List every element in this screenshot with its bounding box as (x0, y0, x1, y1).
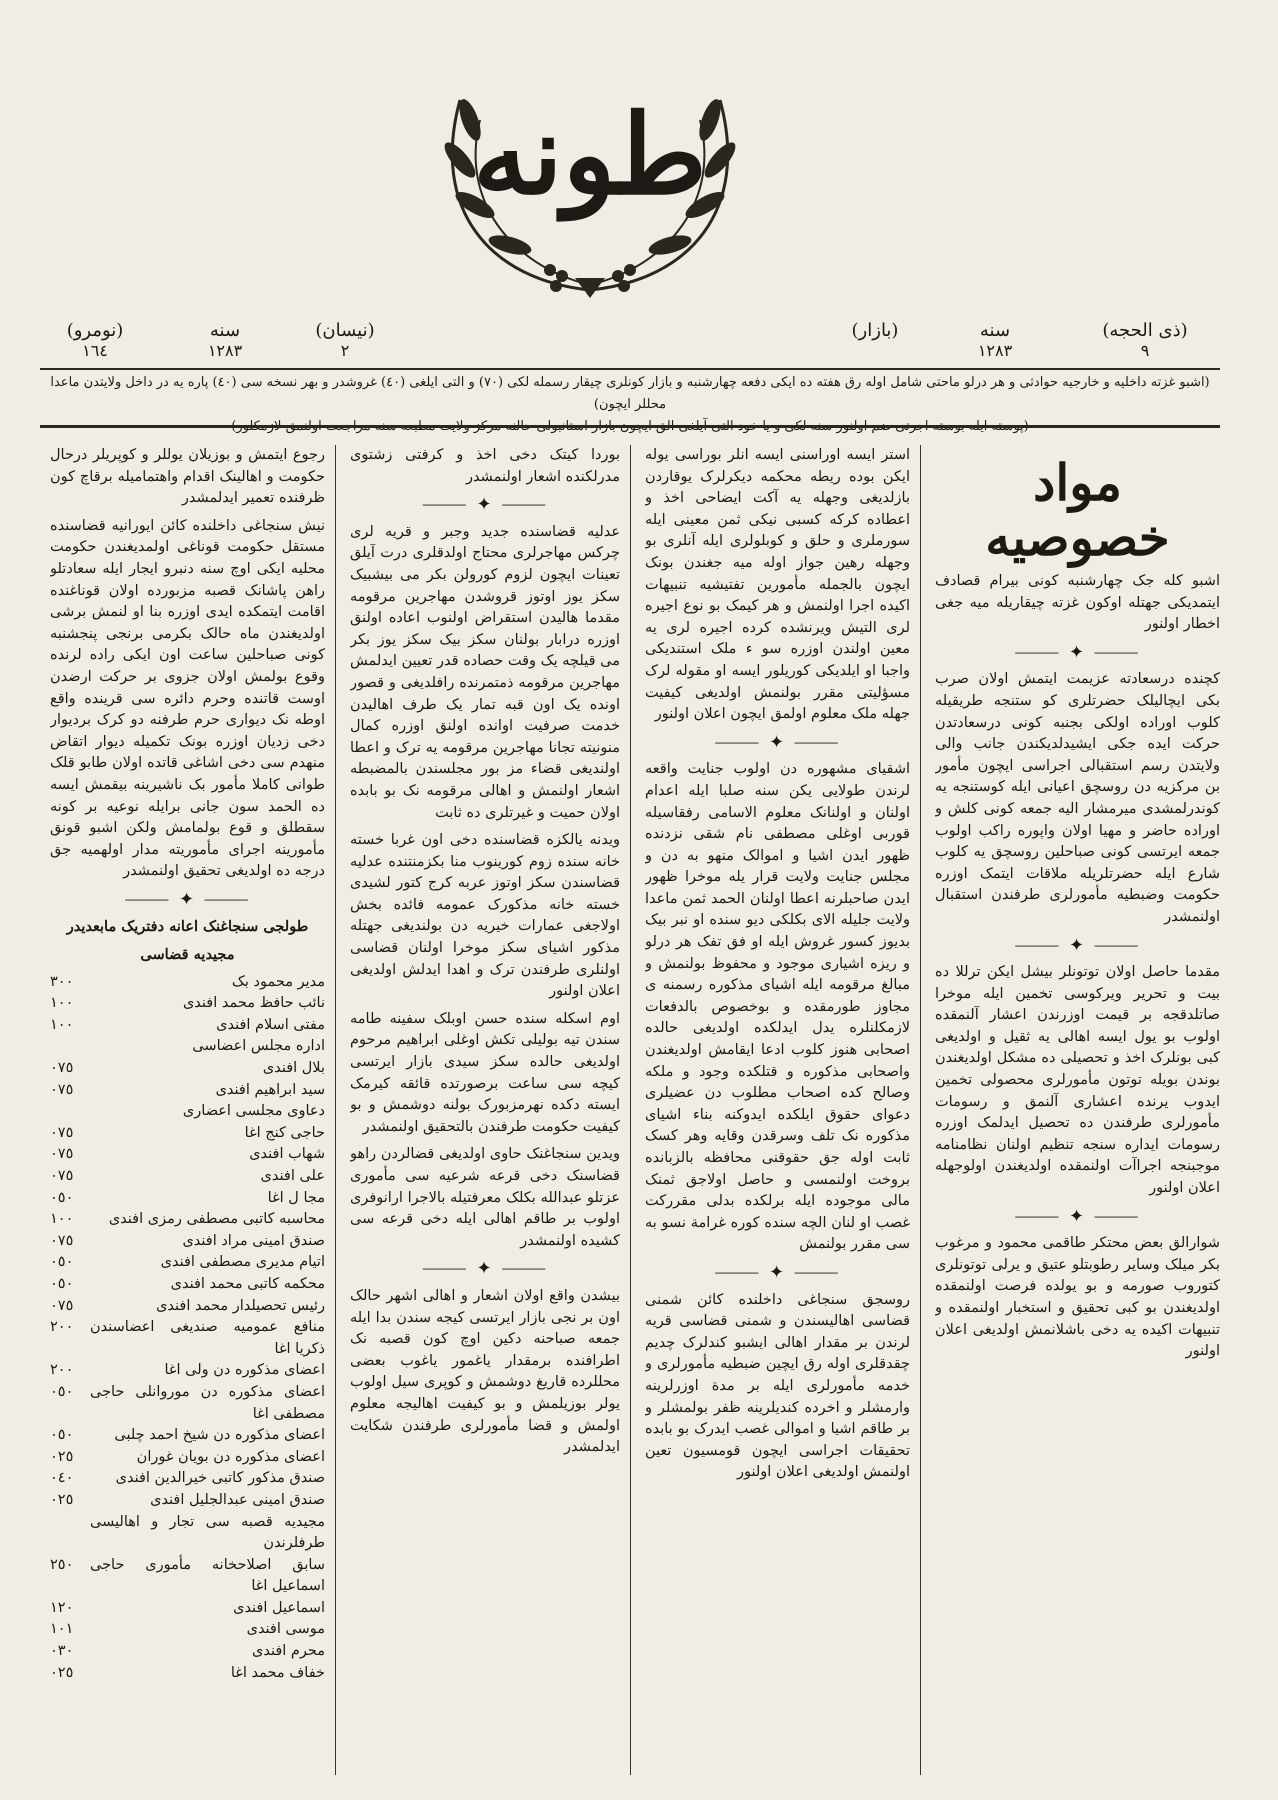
newspaper-page (40, 20, 1220, 1780)
list-item (50, 1598, 325, 1620)
divider-ornament-icon: ⸻ ✦ ⸻ (421, 1258, 549, 1280)
article-paragraph: مقدما حاصل اولان توتونلر بیشل ایکن ترللا ده بیت و تحریر ویرکوسی تخمین ایله موخرا صاتلدقجه بر قیمت اوزرندن اعشار آلنمقده اولوب بو یول ایسه اهالی یه ثقیل و اولدیغی کبی بونلرک اخذ و تحصیلی ده مشکل اولدیغندن بوندن بویله توتون مأمورلری محصولی تخمین ایدوب یرنده اعشاری آلنمق و رسومات مأمورلری طرفندن ده تحصیل ایدلمک اوزره رسومات ایداره سنجه تنظیم اولنان نظامنامه موجبنجه اجراآت اولنمقده اولدیغندن اولوجهله اعلان اولنور (935, 964, 1220, 1197)
list-item (50, 1058, 325, 1080)
header-rule-top (40, 368, 1220, 370)
subscription-notice: (اشبو غزته داخلیه و خارجیه حوادثی و هر درلو ماحتی شامل اوله رق هفته ده ایکی دفعه چهارشنبه و بازار کونلری چیقار رسمله لکی (٧٠) و التی ایلغی (٤٠) غروشدر و بهر نسخه سی (٤٠) پاره یه در داخل ولایتدن ماعدا محللر ایچون) (پوسته ایله بوسته اجرتی ضم اولنور سنه لکی و یا خود التی آیلغی الق ایچون بازار استانبولی حالنه مرکز ولایت مطبعه سنه مراجعت اولنمق لازمکلور) (50, 375, 1210, 434)
donation-amount: ١٠٠ (50, 1016, 74, 1033)
donation-amount: ٢٠٠ (50, 1362, 74, 1379)
divider-ornament-icon: ⸻ ✦ ⸻ (714, 731, 841, 753)
divider-ornament-icon: ⸻ ✦ ⸻ (421, 494, 549, 516)
donor-name: شهاب افندی (249, 1146, 325, 1163)
list-item (50, 1231, 325, 1253)
column-divider (630, 445, 631, 1775)
date-weekday: (بازار) (851, 320, 899, 341)
donation-amount: ١٢٠ (50, 1599, 74, 1616)
donor-name: خفاف محمد اغا (230, 1664, 325, 1681)
donation-amount: ١٠٠ (50, 1211, 74, 1228)
list-item (50, 1641, 325, 1663)
divider-ornament-icon: ⸻ ✦ ⸻ (1014, 641, 1141, 663)
list-item (50, 1296, 325, 1318)
donation-amount: ٠٢٥ (50, 1448, 74, 1465)
donation-amount (50, 1512, 90, 1555)
donation-amount (50, 1036, 90, 1058)
donor-name: موسی افندی (246, 1621, 325, 1638)
list-item (50, 1317, 325, 1360)
article-paragraph: ویدنه یالکزه قضاسنده دخی اون غربا خسته خانه سنده زوم کورینوب منا بکزمنتنده عدلیه قضاسندن سکز اوتوز عربه کرج کتور لشیدی خسته خانه مذکورک عمومه فائده بخش اولاجغی عمارات خیریه دن بولندیغی جهتله مذکور اشیای سکز موخرا اولنان قضاسی اولنلری طرفندن ترک و اهدا ایدلش اولدیغی اعلان اولنور (350, 832, 620, 1000)
date-rumi-month: (نیسان) ٢ (315, 320, 375, 360)
issue-number: (نومرو) ١٦٤ (66, 320, 124, 360)
donor-name: سید ابراهیم افندی (215, 1081, 325, 1098)
article-paragraph: بیشدن واقع اولان اشعار و اهالی اشهر حالک اون بر نجی بازار ایرتسی کیجه سندن بدا ایله جمعه صباحنه دکین اوچ کون قصبه نک اطرافنده برمقدار یاغمور یاغوب بعضی محللرده قاریغ دوشمش و کوپری سیل اولوب یولر بوزیلمش و بو کیفیت اهالیجه معلوم اولمش و قضا مأمورلری طرفندن شکایت ایدلمشدر (350, 1287, 620, 1456)
date-rumi-year: سنه ١٢٨٣ (207, 320, 243, 360)
donor-name: اعضای مذکوره دن ولی اغا (164, 1362, 325, 1379)
list-item (50, 1166, 325, 1188)
donation-amount: ٠٧٥ (50, 1232, 74, 1249)
list-item (50, 1619, 325, 1641)
divider-ornament-icon: ⸻ ✦ ⸻ (1014, 934, 1141, 956)
list-item (50, 1123, 325, 1145)
list-item (50, 1360, 325, 1382)
donation-amount: ٠٥٠ (50, 1427, 74, 1444)
list-item (50, 1144, 325, 1166)
donor-name: مجا ل اغا (267, 1189, 325, 1206)
donation-amount: ٠٤٠ (50, 1470, 74, 1487)
column-divider (335, 445, 336, 1775)
section-heading: مواد خصوصیه (985, 453, 1170, 567)
list-item (50, 1512, 325, 1555)
donor-name: رئیس تحصیلدار محمد افندی (156, 1297, 325, 1314)
donor-name: محرم افندی (251, 1643, 325, 1660)
donor-name: اسماعیل افندی (233, 1599, 325, 1616)
donation-amount: ٠٧٥ (50, 1146, 74, 1163)
donation-amount: ٣٠٠ (50, 973, 74, 990)
holiday-notice: اشبو کله جک چهارشنبه کونی بیرام قصادف ایتمدیکی جهتله اوکون غزته چیقاریله میه جغی اخطار اولنور (935, 573, 1220, 633)
list-item (50, 1080, 325, 1102)
article-paragraph: عدلیه قضاسنده جدید وجبر و قریه لری چرکس مهاجرلری محتاج اولدقلری درت آیلق تعینات ایچون لزوم کورولن بکر می بیشبیک سکز یوز اوتوز قروشدن مهاجرین مرقومه مقدما هالیدن استقراض اولنوب اعاده اولنق اوزره درابار بولنان سکز بیک سکز یوز بکر می قیلچه یک وقت حصاده قدر تعیین ایدلمش مهاجرین مرقومه ذمتمرنده رافلدیغی و قصور اونده یک اون قبه تمار یک طرف اهالیدن خدمت صرفیت اوانده اولنق اوزره کمال منونیته تجانا مهاجرین مرقومه یه ترک و اعطا اولندیغی قضاء مز بور مجلسندن بالمضبطه اشعار اولنمش و اهالی مرقومه نک بو بابده اولان حمیت و غیرتلری ده ثابت (350, 523, 620, 821)
donor-name: محکمه کاتبی محمد افندی (170, 1275, 325, 1292)
donor-name: نائب حافظ محمد افندی (182, 995, 325, 1012)
list-item (50, 1382, 325, 1425)
donation-amount: ٠٣٠ (50, 1643, 74, 1660)
list-item (50, 1425, 325, 1447)
donor-name: اعضای مذکوره دن موروانلی حاجی مصطفی اغا (90, 1383, 325, 1422)
donor-name: مدیر محمود بک (231, 973, 325, 990)
column-three (350, 445, 620, 1775)
donation-amount: ٠٥٠ (50, 1189, 74, 1206)
donation-amount: ١٠٠ (50, 995, 74, 1012)
newspaper-title: طونه (473, 90, 707, 219)
divider-ornament-icon: ⸻ ✦ ⸻ (714, 1261, 841, 1283)
donor-name: صندق مذکور کاتبی خیرالدین افندی (115, 1470, 325, 1487)
donor-name: مجیدیه قصبه سی تجار و اهالیسی طرفلرندن (90, 1513, 325, 1552)
list-item (50, 1468, 325, 1490)
donation-amount: ٠٥٠ (50, 1254, 74, 1271)
list-item (50, 1555, 325, 1598)
article-paragraph: اوم اسکله سنده حسن اوبلک سفینه طامه سندن تیه بولیلی تکش اوغلی ابراهیم مرحوم اولدیغی حالده سکز سیدی بازار ایرتسی کیچه سی ساعت برصورتده قائقه کیرمک ایسته دکده نهرمزبورک بولنه دوشمش و بو کیفیت حکومت طرفندن بالتحقیق اولنمشدر (350, 1010, 620, 1135)
donation-list-subtitle: مجیدیه قضاسی (140, 946, 235, 964)
donation-amount: ٠٥٠ (50, 1275, 74, 1292)
article-paragraph: رجوع ایتمش و بوزیلان یوللر و کوپریلر درحال حکومت و اهالینک اقدام واهتمامیله برقاچ کون ظرفنده تعمیر ایدلمشدر (50, 447, 325, 507)
donor-name: مفتی اسلام افندی (216, 1016, 325, 1033)
donation-amount: ٠٧٥ (50, 1297, 74, 1314)
donor-name: علی افندی (260, 1168, 325, 1184)
donation-amount: ٠٢٥ (50, 1491, 74, 1508)
donation-amount: ٢٠٠ (50, 1319, 74, 1336)
list-item (50, 1274, 325, 1296)
donor-name: اعضای مذکوره دن بویان غوران (136, 1448, 325, 1465)
list-item (50, 993, 325, 1015)
donor-name: اتیام مدیری مصطفی افندی (160, 1254, 325, 1271)
list-item (50, 1490, 325, 1512)
donor-name: سابق اصلاحخانه مأموری حاجی اسماعیل اغا (90, 1556, 325, 1595)
donation-amount: ٠٧٥ (50, 1060, 74, 1077)
article-paragraph: نیش سنجاغی داخلنده کائن ایورانیه قضاسنده مستقل حکومت قوناغی اولمدیغندن حکومت محلیه ایکی اوچ سنه دنبرو ایجار ایله سعادتلو راهن پاشانک قصبه مزبورده اولان قوناغنده اقامت ایتمکده ایدی اوزره بنا او لنمش برشی اولدیغندن ماه حالک بکرمی برنجی پنجشنبه کونی صباحلین ساعت اون ایکی راده لرنده وقوع بولمش اولان جزوی بر حرکت ارضدن اوست قاتنده وحرم دائره سی قرینده واقع اوطه نک دیواری حرم طرفنه دو کرک بردیوار دخی زدیان اوزره بونک تکمیله دیوار اتقاض منهدم سی دخی اشاغی قاتده اولان طابو قلک طوانی کاملا مأمور بک ناشیرینه بیقمش ایسه ده الحمد سون جانی برایله نوعیه بر کونه سقطلق و قوع بولمامش ولکن اشبو قونق مأمورینه اجرای مأموریته مدار اولهمیه جق درجه ده اولدیغی تحقیق اولنمشدر (50, 517, 325, 880)
list-item (50, 1209, 325, 1231)
list-item (50, 1036, 325, 1058)
masthead (40, 20, 1220, 360)
article-paragraph: استر ایسه اوراسنی ایسه انلر بوراسی یوله ایکن بوده ریطه محکمه دیکرلرک یوقاردن بازلدیغی وجهله یه آکت ایضاحی اخذ و اعطاده کرکه کسبی نیکی ثمن معینی ایله سورملری و حلق و کوبلولری ایله آنلری بو وجهله رهین جواز اوله میه جغندن بونک ایچون بالجمله مأمورین تفتیشیه تنبیهات اکیده اجرا اولنمش و هر کیمک بو نوع اجیره لری التیش ویرنشده کرده اجیره لری یه معین اولندن اوزره سو ء ملک استندیکی واجبا او ایلدیکی کوریلور ایسه او مقوله لرک مسؤلیتی مقرر بولنمش اولدیغی کیفیت جهله ملک معلوم اولمق ایچون اعلان اولنور (645, 447, 910, 723)
donation-amount: ٠٧٥ (50, 1168, 74, 1184)
column-two (645, 445, 910, 1775)
column-special-items (935, 445, 1220, 1775)
list-item (50, 972, 325, 994)
donor-name: دعاوی مجلسی اعضاری (182, 1103, 325, 1120)
donation-amount (50, 1101, 90, 1123)
article-paragraph: بوردا کیتک دخی اخذ و کرفتی زشتوی مدرلکنده اشعار اولنمشدر (350, 447, 620, 485)
donor-name: صندق امینی عبدالجلیل افندی (150, 1491, 325, 1508)
date-hijri-month: (ذی الحجه) ٩ (1102, 320, 1188, 360)
column-divider (920, 445, 921, 1775)
donation-amount: ١٠١ (50, 1621, 74, 1638)
list-item (50, 1015, 325, 1037)
list-item (50, 1663, 325, 1685)
list-item (50, 1101, 325, 1123)
donation-amount: ٠٢٥ (50, 1664, 74, 1681)
donor-name: محاسبه کاتبی مصطفی رمزی افندی (108, 1211, 325, 1228)
donor-name: اعضای مذکوره دن شیخ احمد چلبی (114, 1427, 325, 1444)
article-paragraph: شوارالق بعض محتکر طاقمی محمود و مرغوب بکر میلک وسایر رطوبتلو عتیق و یرلی توتونلری کتوروب صورمه و بو یولده فرصت اولنمقده اولدیغندن بو کبی تحقیق و استخبار اولنمقده و تنبیهات اکیده یه دخی باشلانمش اولدیغی اعلان اولنور (935, 1235, 1220, 1360)
divider-ornament-icon: ⸻ ✦ ⸻ (124, 888, 251, 910)
donor-name: صندق امینی مراد افندی (182, 1232, 325, 1249)
date-year: سنه ١٢٨٣ (977, 320, 1013, 360)
article-paragraph: ویدین سنجاغنک حاوی اولدیغی قضالردن راهو قضاسنک دخی قرعه شرعیه سی مأموری عزتلو عبدالله بکلک معرفتیله بالاجرا ارانوفری اولوب بر طاقم اهالی ایله دخی قرعه سی کشیده اولنمشدر (350, 1146, 620, 1249)
article-paragraph: روسجق سنجاغی داخلنده کائن شمنی قضاسی اهالیسندن و شمنی قضاسی قریه لرندن بر مقدار اهالی ایشبو کندلرک چدیم چقدقلری اوله رق ایچین ضبطیه مأمورلری و خدمه مأمورلری ایله بر مدة اوزرلرینه وارمشلر و اخرده کندیلرینه ظفر بولمشلر و بر طاقم اشیا و اموالی غصب ایدرک بو بابده تحقیقات اجراسی ایچون قومسیون تعین اولنمش اولدیغی اعلان اولنور (645, 1291, 910, 1481)
list-item (50, 1252, 325, 1274)
donation-list-title: طولجی سنجاغنک اعانه دفتریک مابعدیدر (66, 918, 309, 936)
donation-list (50, 972, 325, 1685)
article-paragraph: کچنده درسعادته عزیمت ایتمش اولان صرب بکی ایچالیلک حضرتلری کو ستنجه طریقیله کلوب اوراده اولکی بجنبه کونی درسعادتدن حرکت ایده جکی ایشیدلدیکندن جانب والی ولایتدن رسم استقبالی اجراسی ایچون مأمور بن مرکزیه دن روسچق اعیانی ایله کوستنجه یه کوندرلمشدی میرمشار الیه جمعه کونی کلش و اوراده حاضر و مهیا اولان واپوره راکب اولوب جمعه ایرتسی کونی صباحلین روسچق یه کلوب شارع ایله حضرتلریله ملاقات ایتمک اوزره حکومت وضبطیه مأمورلری طرفندن استقبال اولنمشدر (935, 671, 1220, 925)
article-paragraph: اشقیای مشهوره دن اولوب جنایت واقعه لرندن طولایی یکن سنه صلبا ایله اعدام اولنان و اولنانک معلوم الاسامی رفقاسیله قوربی اوغلی مصطفی نام شقی نزدنده ظهور ایدن اشیا و اموالک منهو به دن و مجلس جنایت ولایت قرار یله موخرا ظهور ایدن صاحبلرنه اعطا اولنان الحمد ثمن ماعدا ولایت جلیله الای بکلکی دیو سنده او نبر بیک بدیوز کسور غروش ایله او فق تفک هر درلو و ریزه اشیاری موجود و محفوظ بولنمش و مبالغ مرقومه ایله اشیای مذکوره رسمنه ی مجاوز طورمقده و بوخصوص بالدفعات لازمکلنلره یدل ایدلکده اولدیغی حالده اصحابی هنوز کلوب ادعا ایقامش اولدیغندن واصحابی مذکوره و قتلکده وجود و ملکه وصالح کده اصحاب مطلوب دن عضیلری دعوای حقوق ایلکده ایدوکنه بناء اشیای مذکوره نک تلف وسرقدن وقایه وهر کسک ثابت اوله جق حقوقنی محافظه بالزبانده بروخت اولنمسی و حاصل اولاجق ثمنک مالی موجوده ایله برلکده بدلی مقررکت غصب او لنان الچه سنده کوره غرامة نسو به سی مقرر بولنمش (645, 761, 910, 1253)
donation-amount: ٠٥٠ (50, 1383, 74, 1400)
donation-amount: ٠٧٥ (50, 1081, 74, 1098)
donation-amount: ٢٥٠ (50, 1556, 74, 1573)
header-rule-bottom (40, 425, 1220, 428)
column-four (50, 445, 325, 1775)
list-item (50, 1188, 325, 1210)
divider-ornament-icon: ⸻ ✦ ⸻ (1014, 1205, 1141, 1227)
donor-name: بلال افندی (262, 1060, 325, 1077)
donation-amount: ٠٧٥ (50, 1124, 74, 1141)
donor-name: منافع عمومیه صندیغی اعضاسندن ذکریا اغا (90, 1319, 325, 1357)
donor-name: اداره مجلس اعضاسی (192, 1038, 325, 1055)
list-item (50, 1447, 325, 1469)
donor-name: حاجی کنج اغا (244, 1124, 325, 1141)
